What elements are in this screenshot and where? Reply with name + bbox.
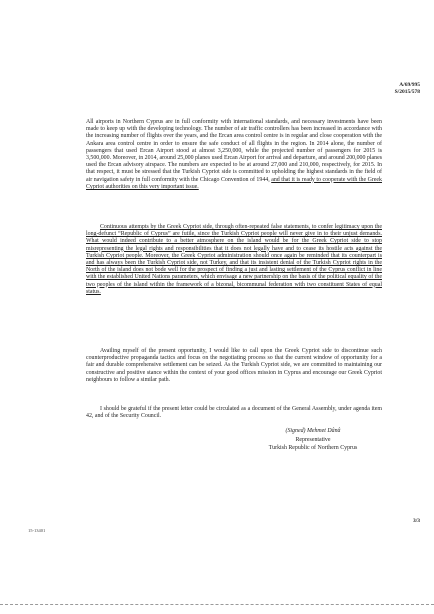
signature-block: [244, 427, 382, 453]
bottom-divider: [0, 604, 434, 605]
paragraph-airports-text: All airports in Northern Cyprus are in full conformity with international standards, and necessary investments have been made to keep up with the developing technology. The number of air traffic controllers has been increased in accordance with the increasing number of flights over the years, and the Ercan area control centre is in regular and close cooperation with the Ankara area control centre in order to ensure the safe conduct of all flights in the region. In 2014 alone, the number of passengers that used Ercan Airport stood at almost 3,250,000, while the projected number of passengers for 2015 is 3,500,000. Moreover, in 2014, around 25,000 planes used Ercan Airport for arrival and departure, and around 200,000 planes used the Ercan advisory airspace. The numbers are expected to be at around 27,000 and 210,000, respectively, for 2015. In that respect, it must be stressed that the Turkish Cypriot side is committed to upholding the highest standards in the field of air navigation safety in full conformity with the Chicago Convention of 1944,: [86, 119, 382, 183]
paragraph-greek-cypriot-attempts-text: Continuous attempts by the Greek Cypriot side, through often-repeated false statements, to confer legitimacy upon the long-defunct “Republic of Cyprus” are futile, since the Turkish Cypriot people will never give in to their unjust demands. What would indeed contribute to a better atmosphere on the island would be for the Greek Cypriot side to stop misrepresenting the legal rights and responsibilities that it does not legally have and to cease its hostile acts against the Turkish Cypriot people. Moreover, the Greek Cypriot administration should once again be reminded that its counterpart is and has always been the Turkish Cypriot side, not Turkey, and that its insistent denial of the Turkish Cypriot rights in the North of the island does not bode well for the prospect of finding a just and lasting settlement of the Cyprus conflict in line with the established United Nations parameters, which envisage a new partnership on the basis of the political equality of the two peoples of the island within the framework of a bizonal, bicommunal federation with two constituent States of equal status.: [86, 224, 382, 295]
document-symbol-line-1: A/69/995: [399, 82, 420, 88]
signature-name: (Signed) Mehmet Dânâ: [285, 428, 341, 434]
job-code: 15-13401: [28, 528, 46, 533]
paragraph-call-upon: Availing myself of the present opportunity, I would like to call upon the Greek Cypriot side to discontinue such counterproductive propaganda tactics and focus on the negotiating process so that the current window of opportunity for a fair and durable comprehensive settlement can be seized. As the Turkish Cypriot side, we are committed to maintaining our constructive and positive stance within the context of your good offices mission in Cyprus and encourage our Greek Cypriot neighbours to follow a similar path.: [86, 348, 382, 383]
paragraph-greek-cypriot-attempts: [86, 224, 382, 296]
signature-title: Representative: [295, 436, 331, 443]
paragraph-circulation-request: I should be grateful if the present letter could be circulated as a document of the General Assembly, under agenda item 42, and of the Security Council.: [86, 406, 382, 420]
document-symbol-line-2: S/2015/578: [394, 89, 420, 95]
document-symbol: [395, 82, 420, 96]
page-number: 3/3: [412, 518, 420, 524]
paragraph-airports: [86, 119, 382, 191]
paragraph-airports-underlined: and that it is ready to cooperate with the Greek Cypriot authorities on this very important issue.: [86, 176, 382, 190]
signature-entity: Turkish Republic of Northern Cyprus: [268, 445, 358, 451]
